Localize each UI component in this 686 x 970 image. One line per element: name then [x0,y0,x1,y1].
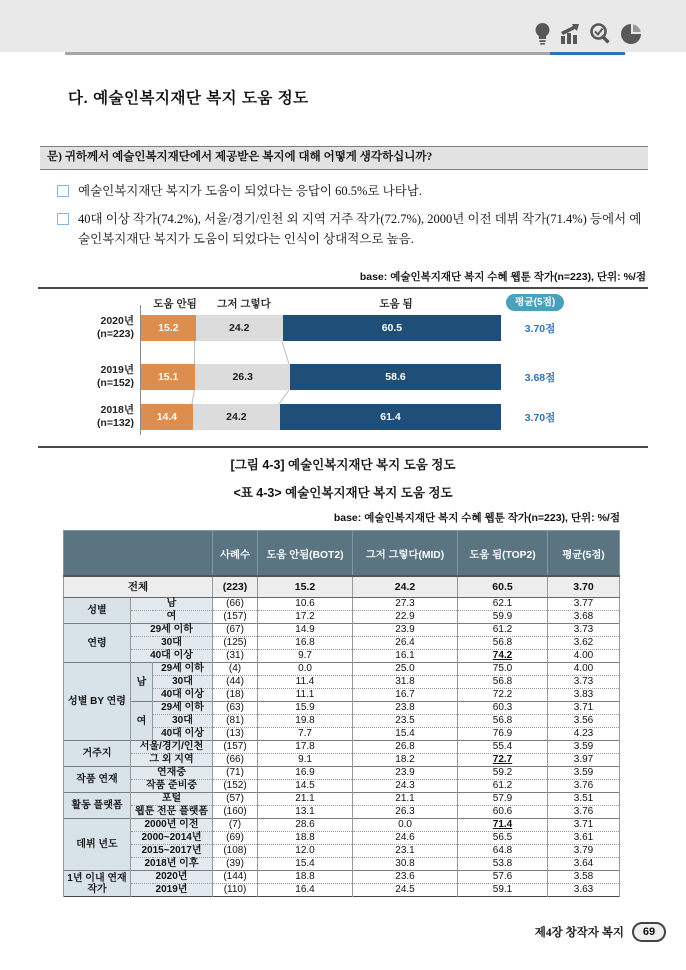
chart-row-2019 [38,364,648,390]
cell-top2: 64.8 [458,845,548,858]
cell-n: (57) [213,793,258,806]
cell-mid: 24.6 [353,832,458,845]
chart-row-2018 [38,404,648,430]
category-label: 2020년 (n=223) [96,315,134,340]
table-row [64,663,620,676]
table-row [64,637,620,650]
finding-text: 40대 이상 작가(74.2%), 서울/경기/인천 외 지역 거주 작가(72.7%), 2000년 이전 데뷔 작가(71.4%) 등에서 예술인복지재단 복지가 도움이 되었다는 인식이 상대적으로 높음. [78,212,642,246]
header-avg: 평균(5점) [548,531,620,577]
cell-bot2: 14.5 [258,780,353,793]
row-label: 2018년 이후 [131,858,213,871]
row-label: 30대 [131,637,213,650]
table-row [64,624,620,637]
cell-mid: 18.2 [353,754,458,767]
crosstab-table-wrap [63,530,620,897]
survey-question-box: 문) 귀하께서 예술인복지재단에서 제공받은 복지에 대해 어떻게 생각하십니까? [40,146,648,170]
subgroup-label: 남 [131,663,153,702]
cell-bot2: 16.8 [258,637,353,650]
cell-mid: 16.7 [353,689,458,702]
cell-n: (44) [213,676,258,689]
table-row [64,754,620,767]
cell-bot2: 19.8 [258,715,353,728]
cell-avg: 3.71 [548,702,620,715]
table-caption: <표 4-3> 예술인복지재단 복지 도움 정도 [233,486,453,500]
group-label: 거주지 [64,741,131,767]
group-label: 성별 [64,598,131,624]
cell-n: (110) [213,884,258,897]
table-row [64,741,620,754]
cell-top2: 61.2 [458,624,548,637]
cell-top2: 57.6 [458,871,548,884]
legend-label-mid: 그저 그렇다 [217,298,271,310]
cell-bot2: 11.1 [258,689,353,702]
row-label: 29세 이하 [153,702,213,715]
header-empty [64,531,213,577]
cell-bot2: 16.4 [258,884,353,897]
table-row [64,702,620,715]
cell-bot2: 18.8 [258,871,353,884]
cell-avg: 3.73 [548,676,620,689]
cell-top2: 59.1 [458,884,548,897]
cell-mid: 23.8 [353,702,458,715]
group-label: 작품 연재 [64,767,131,793]
cell-top2: 53.8 [458,858,548,871]
cell-mid: 21.1 [353,793,458,806]
cell-bot2: 28.6 [258,819,353,832]
cell-top2: 74.2 [458,650,548,663]
cell-top2: 56.8 [458,676,548,689]
row-label: 작품 준비중 [131,780,213,793]
row-label: 2020년 [131,871,213,884]
cell-n: (7) [213,819,258,832]
group-label: 성별 BY 연령 [64,663,131,741]
cell-n: (13) [213,728,258,741]
row-label: 40대 이상 [131,650,213,663]
cell-n: (125) [213,637,258,650]
legend-label-top2: 도움 됨 [379,298,413,310]
row-label: 웹툰 전문 플랫폼 [131,806,213,819]
cell-mid: 23.5 [353,715,458,728]
cell-top2: 72.2 [458,689,548,702]
row-label: 연재중 [131,767,213,780]
magnifier-check-icon [589,22,613,46]
page-number-badge: 69 [632,922,666,942]
cell-n: (18) [213,689,258,702]
row-label: 40대 이상 [153,689,213,702]
table-row [64,858,620,871]
section-heading: 다. 예술인복지재단 복지 도움 정도 [68,90,309,107]
cell-bot2: 15.2 [258,576,353,598]
cell-avg: 3.56 [548,715,620,728]
cell-bot2: 10.6 [258,598,353,611]
bar-segment-bot2: 15.2 [141,315,196,341]
row-label: 29세 이하 [131,624,213,637]
cell-bot2: 17.2 [258,611,353,624]
pie-chart-icon [620,23,642,45]
cell-top2: 56.8 [458,715,548,728]
cell-bot2: 9.7 [258,650,353,663]
cell-avg: 4.00 [548,663,620,676]
cell-top2: 76.9 [458,728,548,741]
cell-n: (157) [213,741,258,754]
square-bullet-icon [57,185,69,197]
cell-n: (160) [213,806,258,819]
row-label: 29세 이하 [153,663,213,676]
subgroup-label: 여 [131,702,153,741]
row-label: 여 [131,611,213,624]
cell-n: (66) [213,754,258,767]
cell-bot2: 15.4 [258,858,353,871]
cell-avg: 3.70 [548,576,620,598]
header-rule-accent [550,52,625,55]
bar-segment-mid: 24.2 [196,315,283,341]
cell-bot2: 21.1 [258,793,353,806]
table-header-row [64,531,620,577]
cell-avg: 4.00 [548,650,620,663]
cell-top2: 72.7 [458,754,548,767]
cell-avg: 3.64 [548,858,620,871]
cell-top2: 55.4 [458,741,548,754]
header-bot2: 도움 안됨(BOT2) [258,531,353,577]
row-label: 40대 이상 [153,728,213,741]
cell-top2: 59.2 [458,767,548,780]
cell-avg: 3.71 [548,819,620,832]
mean-value: 3.68점 [524,372,556,384]
cell-mid: 23.1 [353,845,458,858]
cell-top2: 75.0 [458,663,548,676]
square-bullet-icon [57,213,69,225]
cell-bot2: 18.8 [258,832,353,845]
row-label: 2000년 이전 [131,819,213,832]
cell-bot2: 7.7 [258,728,353,741]
cell-mid: 25.0 [353,663,458,676]
cell-n: (63) [213,702,258,715]
legend-label-bot2: 도움 안됨 [153,298,197,310]
header-top2: 도움 됨(TOP2) [458,531,548,577]
table-row [64,780,620,793]
cell-n: (31) [213,650,258,663]
row-label: 포털 [131,793,213,806]
cell-n: (4) [213,663,258,676]
table-row [64,767,620,780]
cell-mid: 22.9 [353,611,458,624]
table-row [64,650,620,663]
cell-mid: 27.3 [353,598,458,611]
cell-mid: 26.4 [353,637,458,650]
cell-avg: 4.23 [548,728,620,741]
cell-n: (67) [213,624,258,637]
header-mid: 그저 그렇다(MID) [353,531,458,577]
cell-bot2: 9.1 [258,754,353,767]
cell-bot2: 0.0 [258,663,353,676]
cell-avg: 3.58 [548,871,620,884]
stacked-bar [141,404,501,430]
group-label: 활동 플랫폼 [64,793,131,819]
table-row [64,871,620,884]
row-label: 2015~2017년 [131,845,213,858]
page-footer [535,922,666,942]
group-label: 데뷔 년도 [64,819,131,871]
category-label: 2018년 (n=132) [96,404,134,429]
cell-mid: 30.8 [353,858,458,871]
chart-row-2020 [38,315,648,341]
cell-avg: 3.73 [548,624,620,637]
bar-segment-top2: 58.6 [290,364,501,390]
cell-n: (223) [213,576,258,598]
table-row [64,611,620,624]
cell-mid: 23.9 [353,624,458,637]
cell-mid: 31.8 [353,676,458,689]
cell-avg: 3.76 [548,806,620,819]
cell-avg: 3.79 [548,845,620,858]
bar-segment-top2: 61.4 [280,404,501,430]
cell-mid: 15.4 [353,728,458,741]
bar-segment-mid: 24.2 [193,404,280,430]
cell-bot2: 15.9 [258,702,353,715]
cell-avg: 3.51 [548,793,620,806]
cell-mid: 24.5 [353,884,458,897]
header-n: 사례수 [213,531,258,577]
cell-avg: 3.76 [548,780,620,793]
figure-caption: [그림 4-3] 예술인복지재단 복지 도움 정도 [230,458,456,472]
cell-bot2: 14.9 [258,624,353,637]
table-row [64,832,620,845]
cell-top2: 57.9 [458,793,548,806]
mean-header-pill: 평균(5점) [506,294,564,311]
row-label: 2000~2014년 [131,832,213,845]
finding-bullet [57,209,650,249]
bar-chart-icon [558,23,582,45]
cell-avg: 3.83 [548,689,620,702]
cell-n: (39) [213,858,258,871]
cell-n: (69) [213,832,258,845]
bar-segment-mid: 26.3 [195,364,290,390]
cell-top2: 56.8 [458,637,548,650]
cell-avg: 3.59 [548,767,620,780]
cell-bot2: 16.9 [258,767,353,780]
cell-avg: 3.61 [548,832,620,845]
bar-segment-bot2: 15.1 [141,364,195,390]
row-label: 그 외 지역 [131,754,213,767]
bar-segment-bot2: 14.4 [141,404,193,430]
header-icon-group [534,22,642,46]
group-label: 1년 이내 연재 작가 [64,871,131,897]
cell-n: (71) [213,767,258,780]
cell-n: (108) [213,845,258,858]
cell-avg: 3.59 [548,741,620,754]
table-row [64,806,620,819]
cell-avg: 3.68 [548,611,620,624]
table-row-total [64,576,620,598]
cell-avg: 3.63 [548,884,620,897]
cell-bot2: 13.1 [258,806,353,819]
table-row [64,845,620,858]
cell-avg: 3.97 [548,754,620,767]
cell-bot2: 17.8 [258,741,353,754]
cell-n: (66) [213,598,258,611]
cell-mid: 0.0 [353,819,458,832]
cell-n: (152) [213,780,258,793]
mean-value: 3.70점 [524,323,556,335]
row-label: 남 [131,598,213,611]
cell-n: (144) [213,871,258,884]
cell-mid: 16.1 [353,650,458,663]
stacked-bar [141,364,501,390]
cell-mid: 26.3 [353,806,458,819]
finding-text: 예술인복지재단 복지가 도움이 되었다는 응답이 60.5%로 나타남. [78,184,422,198]
cell-mid: 23.6 [353,871,458,884]
cell-avg: 3.77 [548,598,620,611]
table-row [64,598,620,611]
cell-top2: 59.9 [458,611,548,624]
lightbulb-icon [534,22,551,46]
cell-mid: 24.3 [353,780,458,793]
cell-n: (81) [213,715,258,728]
row-label: 2019년 [131,884,213,897]
table-row [64,819,620,832]
table-row [64,793,620,806]
cell-avg: 3.62 [548,637,620,650]
cell-n: (157) [213,611,258,624]
cell-mid: 26.8 [353,741,458,754]
cell-top2: 60.6 [458,806,548,819]
stacked-bar [141,315,501,341]
stacked-bar-chart [38,287,648,448]
bar-segment-top2: 60.5 [283,315,501,341]
category-label: 2019년 (n=152) [96,364,134,389]
cell-top2: 60.5 [458,576,548,598]
crosstab-table [63,530,620,897]
table-row [64,884,620,897]
group-label: 연령 [64,624,131,663]
row-label: 30대 [153,715,213,728]
cell-top2: 60.3 [458,702,548,715]
chart-base-note: base: 예술인복지재단 복지 수혜 웹툰 작가(n=223), 단위: %/점 [359,271,646,283]
cell-top2: 61.2 [458,780,548,793]
cell-top2: 71.4 [458,819,548,832]
table-base-note: base: 예술인복지재단 복지 수혜 웹툰 작가(n=223), 단위: %/점 [333,512,620,524]
cell-bot2: 12.0 [258,845,353,858]
cell-mid: 24.2 [353,576,458,598]
finding-bullet [57,181,650,201]
row-label: 전체 [64,576,213,598]
cell-mid: 23.9 [353,767,458,780]
cell-bot2: 11.4 [258,676,353,689]
row-label: 30대 [153,676,213,689]
cell-top2: 56.5 [458,832,548,845]
cell-top2: 62.1 [458,598,548,611]
row-label: 서울/경기/인천 [131,741,213,754]
mean-value: 3.70점 [524,412,556,424]
chapter-title: 제4장 창작자 복지 [534,927,624,939]
header-rule-gray [65,52,550,55]
